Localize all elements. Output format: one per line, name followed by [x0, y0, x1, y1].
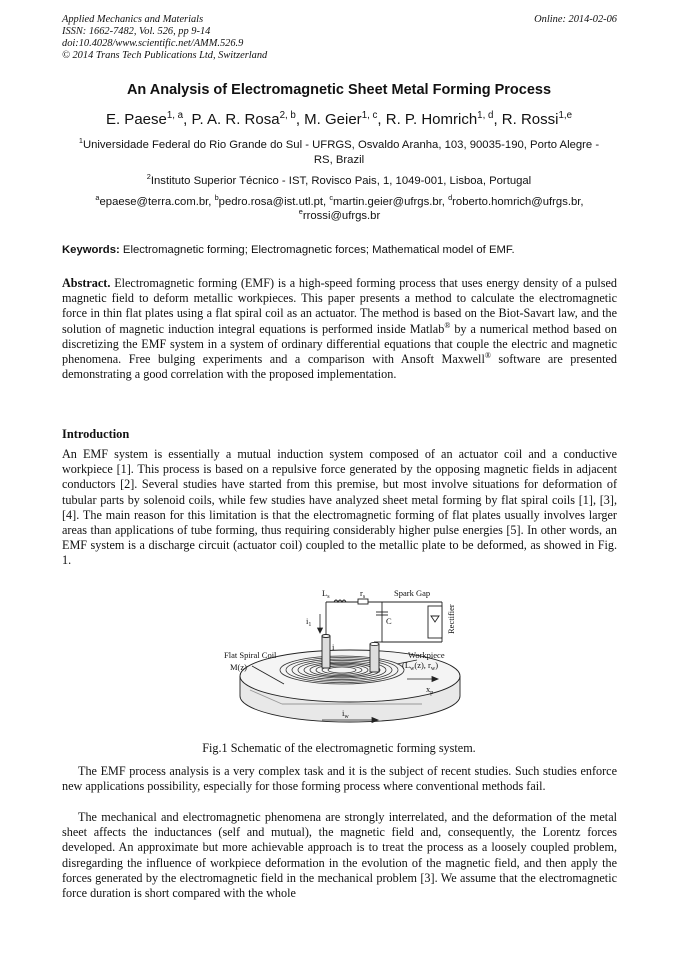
issn-line: ISSN: 1662-7482, Vol. 526, pp 9-14 [62, 26, 211, 37]
doi-line: doi:10.4028/www.scientific.net/AMM.526.9 [62, 38, 244, 49]
label-flat-spiral-coil: Flat Spiral Coil [224, 650, 277, 660]
emf-schematic-figure [222, 584, 467, 734]
author: M. Geier$^{1, c}$, [304, 110, 386, 128]
author: R. P. Homrich$^{1, d}$, [385, 110, 502, 128]
email-list: $^a$epaese@terra.com.br, $^b$pedro.rosa@ist.utl.pt, $^c$martin.geier@ufrgs.br, $^d$roberto.homrich@ufrgs.br, $^e$rrossi@ufrgs.br [95, 193, 584, 222]
email-link[interactable]: roberto.homrich@ufrgs.br, [452, 196, 584, 208]
keywords-text: Electromagnetic forming; Electromagnetic forces; Mathematical model of EMF. [122, 244, 515, 256]
email-link[interactable]: rrossi@ufrgs.br [302, 210, 381, 222]
label-capacitor: C [386, 616, 392, 626]
intro-paragraph-3: The mechanical and electromagnetic phenomena are strongly interrelated, and the deformation of the metal sheet affects the inductances (self and mutual), the magnetic field and, consequently, the Lorentz forces developed. An approximate but more achievable approach is to treat the process as a loosely coupled problem, disregarding the influence of workpiece deformation in the evolution of the magnetic field, and then apply the forces generated by the electromagnetic field in the mechanical problem [3]. We assume that the electromagnetic force duration is short compared with the whole [62, 810, 617, 901]
affiliation-2: $^2$Instituto Superior Técnico - IST, Rovisco Pais, 1, 1049-001, Lisboa, Portugal [146, 172, 532, 187]
label-current-i1: $i_1$ [306, 616, 312, 628]
email-link[interactable]: pedro.rosa@ist.utl.pt, [218, 196, 330, 208]
keywords-line [62, 244, 622, 256]
author: R. Rossi$^{1,e}$ [501, 110, 573, 128]
label-ic: i [332, 642, 335, 652]
label-spark-gap: Spark Gap [394, 588, 431, 598]
journal-header [62, 14, 617, 62]
paper-title: An Analysis of Electromagnetic Sheet Metal Forming Process [126, 82, 552, 98]
intro-paragraph-1: An EMF system is essentially a mutual induction system composed of an actuator coil and a conductive workpiece [1]. This process is based on a repulsive force generated by the opposing magnetic fields in adjacent conductors [2]. Several studies have started from this premise, but most involve situations for deformation of tubular parts by solenoid coils, while few studies have analyzed sheet metal forming by flat spiral coils [1], [3], [4]. The main reason for this limitation is that the electromagnetic forming of flat plates usually involves larger areas than applications of tube forming, thus requiring considerably higher pulse energies [5]. In other words, an EMF system is a discharge circuit (actuator coil) coupled to the metallic plate to be deformed, as showed in Fig. 1. [62, 447, 617, 568]
label-workpiece: Workpiece [408, 650, 445, 660]
author: E. Paese$^{1, a}$, [105, 110, 192, 128]
author-list [0, 111, 678, 128]
journal-name: Applied Mechanics and Materials [62, 14, 204, 25]
email-link[interactable]: martin.geier@ufrgs.br, [333, 196, 449, 208]
email-link[interactable]: epaese@terra.com.br, [99, 196, 215, 208]
label-ls: $L_s$ [322, 588, 330, 600]
label-mz: M(z) [230, 662, 247, 672]
abstract-label: Abstract. [62, 276, 111, 290]
keywords-label: Keywords: [62, 244, 120, 256]
label-workpiece-params: ($L_w(z)$, $r_w$) [402, 660, 439, 672]
affiliation-1: $^1$Universidade Federal do Rio Grande do Sul - UFRGS, Osvaldo Aranha, 103, 90035-190, Porto Alegre - RS, Brazil [78, 136, 600, 166]
label-iw: $i_w$ [342, 708, 349, 720]
label-xp: $x_p$ [426, 684, 434, 696]
copyright-line: © 2014 Trans Tech Publications Ltd, Switzerland [62, 50, 268, 61]
abstract-paragraph: Abstract. Electromagnetic forming (EMF) is a high-speed forming process that uses energy density of a pulsed magnetic field to deform metallic workpieces. This paper presents a method to calculate the electromagnetic force in thin flat plates using a flat spiral coil as an actuator. The method is based on the Biot-Savart law, and the solution of magnetic induction integral equations is performed inside Matlab® by a numerical method based on discretizing the EMF system in a system of ordinary differential equations that couple the electric and magnetic phenomena. Free bulging experiments and a comparison with Ansoft Maxwell® software are presented demonstrating a good correlation with the proposed implementation. [62, 276, 617, 382]
label-rs: $r_s$ [360, 588, 366, 600]
intro-paragraph-2: The EMF process analysis is a very complex task and it is the subject of recent studies. Such studies enforce new applications possibility, especially for those forming process where conventional methods fail. [62, 764, 617, 794]
figure-caption: Fig.1 Schematic of the electromagnetic forming system. [202, 741, 476, 755]
online-date: Online: 2014-02-06 [534, 14, 617, 25]
label-rectifier: Rectifier [446, 604, 456, 634]
author: P. A. R. Rosa$^{2, b}$, [191, 110, 305, 128]
section-heading-introduction: Introduction [62, 427, 130, 441]
emf-schematic-svg [222, 584, 467, 734]
